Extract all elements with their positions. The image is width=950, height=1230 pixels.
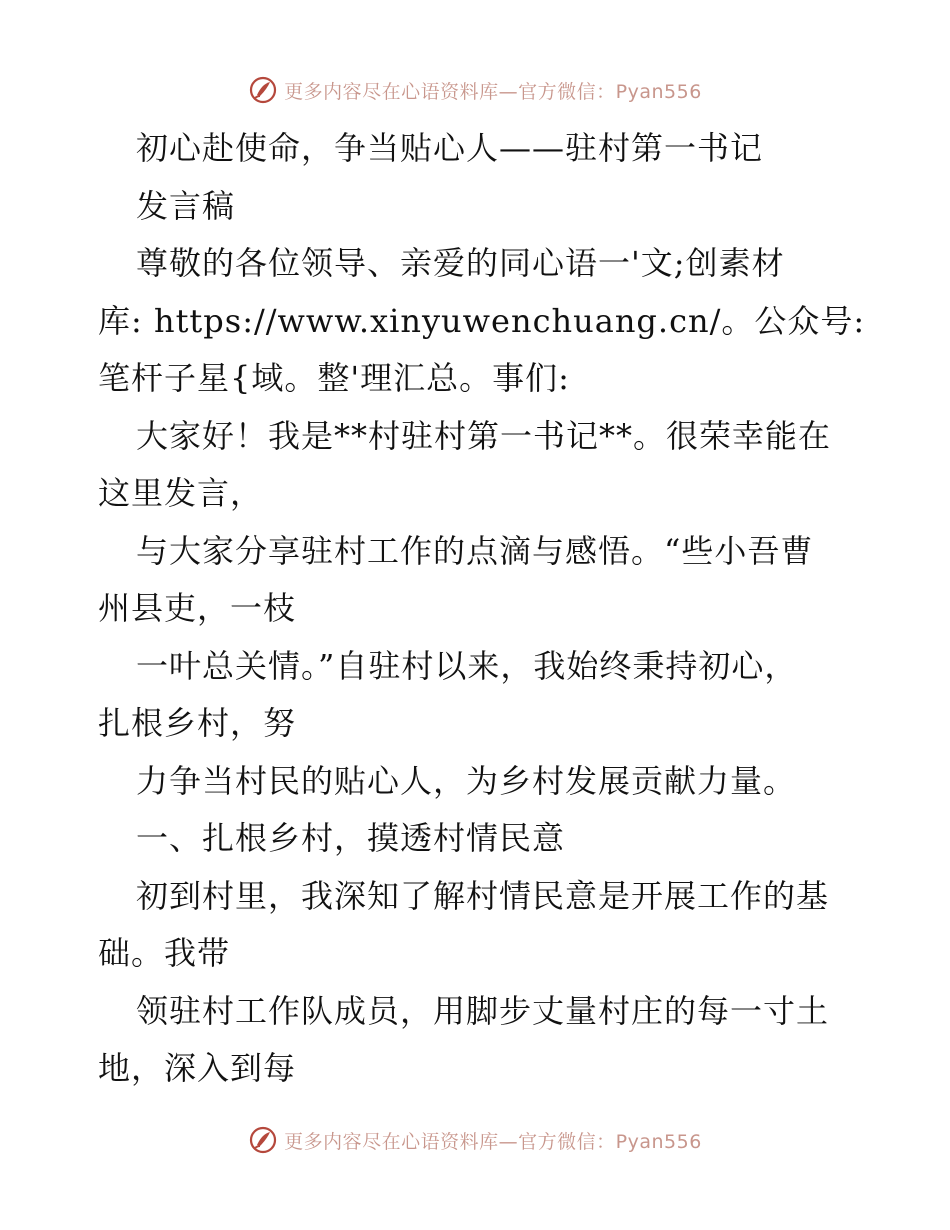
watermark-text: 更多内容尽在心语资料库—官方微信：Pyan556 [284,80,702,103]
brush-pen-logo-icon [248,1125,278,1155]
text-line: 州县吏，一枝 [98,589,297,627]
text-line: 扎根乡村，努 [98,704,297,742]
text-line: 大家好！我是**村驻村第一书记**。很荣幸能在 [136,416,832,455]
text-line: 力争当村民的贴心人，为乡村发展贡献力量。 [136,761,797,800]
text-line: 尊敬的各位领导、亲爱的同心语一'文;创素材 [136,244,785,282]
text-line: 领驻村工作队成员，用脚步丈量村庄的每一寸土 [136,991,830,1030]
footer-watermark [0,1120,950,1160]
brush-pen-logo-icon [248,75,278,105]
header-watermark [0,70,950,110]
text-line: 一叶总关情。”自驻村以来，我始终秉持初心， [136,646,798,685]
text-line: 库: https://www.xinyuwenchuang.cn/。公众号: [98,301,866,340]
title-line-2: 发言稿 [136,186,236,225]
title-line-1: 初心赴使命，争当贴心人——驻村第一书记 [136,129,764,167]
text-line: 础。我带 [98,934,231,972]
document-body [98,120,866,1098]
text-line: 这里发言， [98,474,264,512]
text-line: 初到村里，我深知了解村情民意是开展工作的基 [136,876,830,915]
section-heading: 一、扎根乡村，摸透村情民意 [136,819,566,857]
watermark-text: 更多内容尽在心语资料库—官方微信：Pyan556 [284,1130,702,1153]
text-line: 地，深入到每 [98,1049,297,1087]
text-line: 与大家分享驻村工作的点滴与感悟。“些小吾曹 [136,531,814,570]
text-line: 笔杆子星{域。整'理汇总。事们: [98,359,570,397]
